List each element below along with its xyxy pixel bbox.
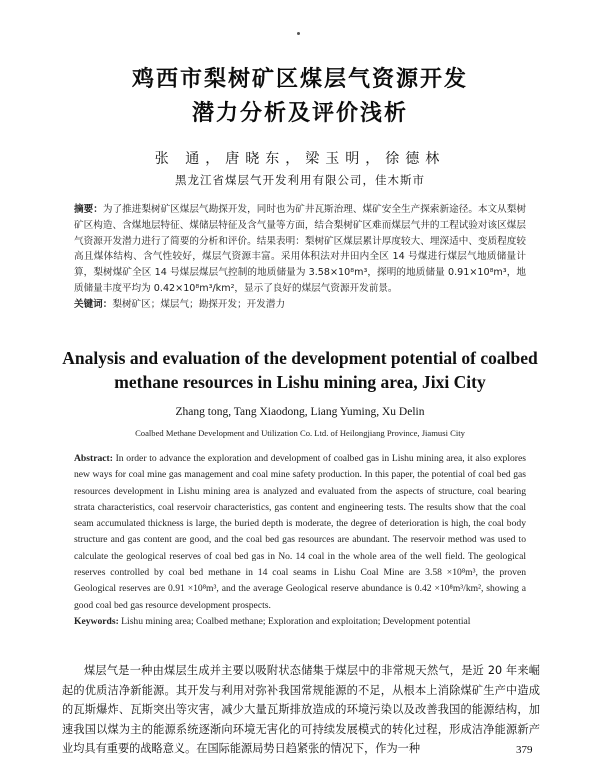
keywords-cn-label: 关键词： (74, 298, 113, 310)
authors-en: Zhang tong, Tang Xiaodong, Liang Yuming, Xu Delin (175, 406, 425, 418)
keywords-en-label: Keywords: (74, 615, 119, 627)
keywords-cn: 梨树矿区；煤层气；勘探开发；开发潜力 (112, 298, 286, 310)
affiliation-en: Coalbed Methane Development and Utilization Co. Ltd. of Heilongjiang Province, Jiamusi City (135, 428, 465, 438)
title-cn-line2: 潜力分析及评价浅析 (191, 101, 408, 126)
title-en-line2: methane resources in Lishu mining area, Jixi City (114, 372, 486, 392)
abstract-cn (74, 202, 526, 313)
title-cn-line1: 鸡西市梨树矿区煤层气资源开发 (131, 67, 468, 92)
body-paragraph: 煤层气是一种由煤层生成并主要以吸附状态储集于煤层中的非常规天然气，是近 20 年来崛起的优质洁净新能源。其开发与利用对弥补我国常规能源的不足，从根本上消除煤矿生产中造成的瓦斯爆炸、瓦斯突出等灾害，减少大量瓦斯排放造成的环境污染以及改善我国的能源结构，加速我国以煤为主的能源系统逐渐向环境无害化的可持续发展模式的转化过程，形成洁净能源新产业均具有重要的战略意义。在国际能源局势日趋紧张的情况下，作为一种 (62, 664, 540, 755)
abstract-cn-text: 为了推进梨树矿区煤层气勘探开发，同时也为矿井瓦斯治理、煤矿安全生产探索新途径。本文从梨树矿区构造、含煤地层特征、煤储层特征及含气量等方面，结合梨树矿区难而煤层气井的工程试验对该区煤层气资源开发潜力进行了简要的分析和评价。结果表明：梨树矿区煤层累计厚度较大、埋深适中、变质程度较高且煤体结构、含气性较好，煤层气资源丰富。采用体积法对井田内全区 14 号煤进行煤层气地质储量计算，梨树煤矿全区 14 号煤层煤层气控制的地质储量为 3.58×10⁸m³，探明的地质储量 0.91×10⁸m³，地质储量丰度平均为 0.42×10⁸m³/km²，显示了良好的煤层气资源开发前景。 (74, 204, 527, 294)
page-number: 379 (516, 744, 533, 756)
affiliation-cn: 黑龙江省煤层气开发利用有限公司，佳木斯市 (175, 173, 425, 187)
abstract-en (74, 451, 526, 630)
keywords-en: Lishu mining area; Coalbed methane; Exploration and exploitation; Development potential (121, 615, 471, 627)
abstract-en-label: Abstract: (74, 453, 113, 464)
abstract-cn-label: 摘要： (74, 204, 103, 215)
abstract-en-text: In order to advance the exploration and development of coalbed gas in Lishu mining area, it also explores new ways for coal mine gas management and coal mine safety production. In this paper, the potential of coal bed gas resources development in Lishu mining area is analyzed and evaluated from the aspects of structure, coal bearing strata characteristics, coal reservoir characteristics, gas content and engineering tests. The results show that the coal seam accumulated thickness is large, the buried depth is moderate, the degree of deterioration is high, the coal body structure and gas content are good, and the coal bed gas resources are abundant. The reservoir method was used to calculate the geological reserves of coal bed gas in No. 14 coal in the whole area of the well field. The geological reserves controlled by coal bed methane in 14 coal seams in Lishu Coal Mine are 3.58 ×10⁸m³, the proven Geological reserves are 0.91 ×10⁸m³, and the average Geological reserve abundance is 0.42 ×10⁸m³/km², showing a good coal bed gas resource development prospects. (74, 453, 526, 611)
title-en-line1: Analysis and evaluation of the development potential of coalbed (62, 348, 538, 368)
authors-cn: 张 通，唐晓东，梁玉明，徐德林 (154, 151, 446, 167)
page-mark (297, 32, 300, 35)
